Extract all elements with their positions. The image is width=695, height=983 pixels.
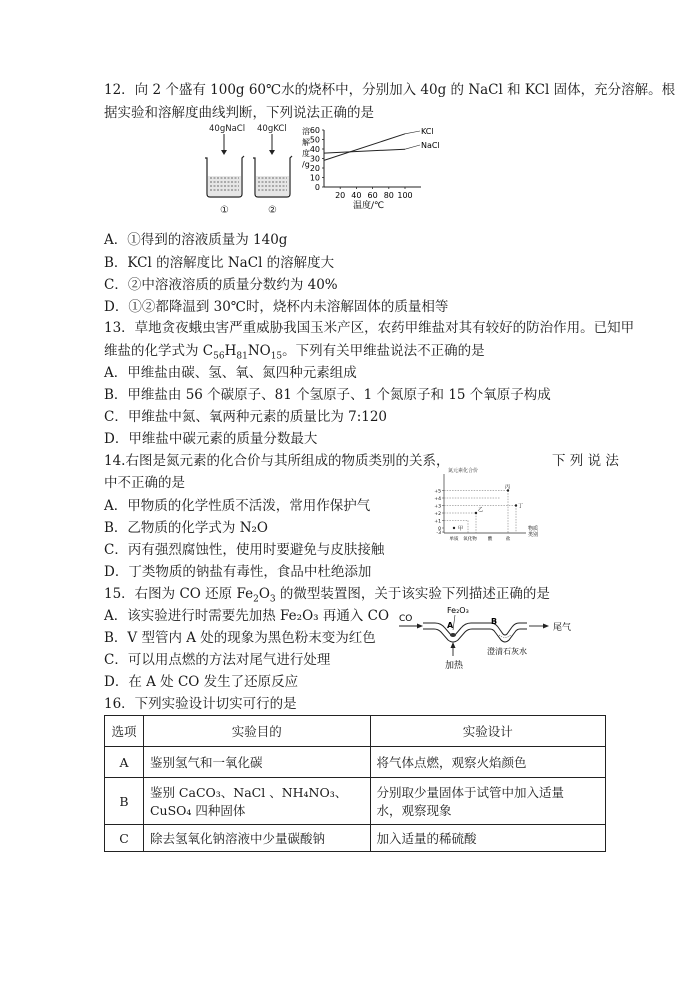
header-purpose: 实验目的 — [143, 716, 370, 747]
row-c-design: 加入适量的稀硫酸 — [370, 825, 605, 852]
q12-option-d: D．①②都降温到 30℃时，烧杯内未溶解固体的质量相等 — [104, 299, 449, 315]
table-row — [105, 747, 606, 778]
q16-stem: 16．下列实验设计切实可行的是 — [104, 696, 297, 712]
series-line-nacl — [324, 149, 405, 153]
x-tick-label: 60 — [367, 191, 378, 200]
point-label: 乙 — [478, 507, 484, 513]
x-tick-label: 40 — [351, 191, 362, 200]
legend-kcl: KCl — [421, 127, 434, 136]
q14-option-a: A．甲物质的化学性质不活泼，常用作保护气 — [104, 498, 371, 514]
valence-axis-title: 氮元素化合价 — [448, 468, 479, 474]
table-row — [105, 778, 606, 825]
ylabel-char-3: 度 — [302, 149, 310, 158]
solubility-chart — [302, 126, 440, 211]
header-option: 选项 — [105, 716, 144, 747]
valence-tick-label: +1 — [434, 519, 441, 525]
valence-tick-label: +5 — [434, 489, 441, 495]
series-line-kcl — [324, 134, 405, 161]
fe2o3-pointer — [453, 615, 455, 630]
row-b-design-line2: 水，观察现象 — [376, 803, 452, 818]
q13-stem-line1: 13．草地贪夜蛾虫害严重威胁我国玉米产区，农药甲维盐对其有较好的防治作用。已知甲 — [104, 320, 635, 336]
class-axis-label-1: 物质 — [528, 526, 539, 532]
valence-tick-label: 0 — [438, 526, 441, 532]
class-axis-label-2: 类别 — [528, 532, 539, 538]
q14-stem-line1-b: 下 列 说 法 — [552, 453, 619, 469]
q12-stem-line2: 据实验和溶解度曲线判断，下列说法正确的是 — [104, 105, 374, 121]
beaker2-label: 40gKCl — [257, 124, 287, 134]
point-b-label: B — [491, 617, 498, 626]
table-header-row — [105, 716, 606, 747]
x-tick-label: 80 — [383, 191, 394, 200]
legend-nacl: NaCl — [421, 141, 440, 150]
y-tick-label: 40 — [309, 145, 320, 154]
q14-stem-line1-a: 14.右图是氮元素的化合价与其所组成的物质类别的关系， — [104, 453, 450, 469]
x-tick-label: 20 — [335, 191, 346, 200]
q13-option-d: D．甲维盐中碳元素的质量分数最大 — [104, 431, 318, 447]
q14-option-d: D．丁类物质的钠盐有毒性，食品中杜绝添加 — [104, 564, 372, 580]
q12-option-b: B．KCl 的溶解度比 NaCl 的溶解度大 — [104, 255, 335, 271]
header-design: 实验设计 — [370, 716, 605, 747]
fe2o3-label: Fe₂O₃ — [447, 606, 469, 615]
co-inlet-arrowhead — [417, 624, 423, 629]
exhaust-label: 尾气 — [553, 623, 572, 633]
beaker2-arrowhead — [269, 150, 275, 155]
v-tube-lower — [423, 629, 527, 642]
y-tick-label: 30 — [309, 154, 320, 164]
legend-leader-kcl — [405, 131, 420, 134]
ylabel-char-2: 解 — [302, 138, 310, 147]
ylabel-char-4: /g — [302, 160, 310, 169]
x-tick-label: 100 — [397, 191, 413, 200]
q15-stem: 15．右图为 CO 还原 $Fe_2O_3$ 的微型装置图，关于该实验下列描述正确的是 — [104, 586, 550, 605]
y-tick-label: 20 — [309, 164, 320, 173]
co-inlet-label: CO — [399, 614, 413, 624]
y-tick-label: 50 — [309, 135, 320, 145]
q12-option-a: A．①得到的溶液质量为 140g — [104, 232, 288, 248]
y-tick-label: 0 — [314, 183, 320, 192]
q14-stem-line2: 中不正确的是 — [104, 475, 185, 491]
row-a-design: 将气体点燃，观察火焰颜色 — [370, 747, 605, 778]
row-c-option: C — [105, 825, 144, 852]
valence-tick-label: +4 — [434, 496, 441, 502]
row-b-purpose-line1: 鉴别 CaCO₃、NaCl 、NH₄NO₃、 — [149, 785, 348, 800]
valence-tick-label: +3 — [434, 504, 441, 510]
point-label: 甲 — [458, 526, 464, 532]
row-b-design-line1: 分别取少量固体于试管中加入适量 — [376, 785, 565, 800]
x-axis-label: 温度/℃ — [353, 201, 385, 211]
y-tick-label: 60 — [309, 126, 320, 135]
ylabel-char-1: 溶 — [302, 127, 310, 136]
row-c-purpose: 除去氢氧化钠溶液中少量碳酸钠 — [143, 825, 370, 852]
experiment-table — [104, 715, 606, 852]
row-b-option: B — [105, 778, 144, 825]
heat-label: 加热 — [445, 661, 464, 671]
beaker2-number: ② — [268, 205, 277, 216]
fe2o3-powder — [450, 633, 456, 637]
q14-option-c: C．丙有强烈腐蚀性，使用时要避免与皮肤接触 — [104, 542, 385, 558]
q15-option-d: D．在 A 处 CO 发生了还原反应 — [104, 674, 299, 690]
class-tick-label: 单质 — [449, 537, 459, 542]
q15-option-c: C．可以用点燃的方法对尾气进行处理 — [104, 652, 331, 668]
q15-option-a: A．该实验进行时需要先加热 Fe₂O₃ 再通入 CO — [104, 608, 390, 624]
q14-option-b: B．乙物质的化学式为 N₂O — [104, 520, 269, 536]
q13-option-c: C．甲维盐中氮、氧两种元素的质量比为 7:120 — [104, 409, 388, 425]
legend-leader-nacl — [405, 145, 420, 149]
y-tick-label: 10 — [309, 173, 320, 183]
q15-apparatus-figure — [395, 604, 595, 674]
q14-nitrogen-figure — [430, 466, 540, 550]
q15-option-b: B．V 型管内 A 处的现象为黑色粉末变为红色 — [104, 630, 376, 646]
valence-tick-label: +2 — [434, 511, 441, 517]
q12-option-c: C．②中溶液溶质的质量分数约为 40% — [104, 277, 338, 293]
point-label: 丙 — [505, 484, 511, 491]
row-a-option: A — [105, 747, 144, 778]
heat-arrowhead — [451, 642, 456, 648]
point-marker-4 — [515, 504, 517, 506]
valence-tick-label: -3 — [436, 530, 441, 536]
class-tick-label: 酸 — [487, 537, 493, 542]
q12-figure — [195, 120, 455, 220]
table-row — [105, 825, 606, 852]
class-tick-label: 盐 — [505, 537, 511, 542]
point-a-label: A — [447, 621, 454, 630]
point-marker-1 — [453, 527, 455, 529]
beaker1-number: ① — [220, 205, 229, 216]
class-tick-label: 氧化物 — [463, 537, 477, 542]
row-a-purpose: 鉴别氢气和一氧化碳 — [143, 747, 370, 778]
row-b-design — [370, 778, 605, 825]
beaker1-label: 40gNaCl — [209, 124, 246, 134]
point-marker-2 — [475, 512, 477, 514]
q12-stem-line1: 12．向 2 个盛有 100g 60℃水的烧杯中，分别加入 40g 的 NaCl 和 KCl 固体，充分溶解。根 — [104, 82, 676, 98]
q13-stem-line2: 维盐的化学式为 $C_{56}H_{81}NO_{15}$。下列有关甲维盐说法不正确的是 — [104, 343, 485, 362]
q13-option-a: A．甲维盐由碳、氢、氧、氮四种元素组成 — [104, 365, 357, 381]
limewater-label: 澄清石灰水 — [487, 647, 527, 656]
beaker1-arrowhead — [221, 150, 227, 155]
row-b-purpose — [143, 778, 370, 825]
q13-option-b: B．甲维盐由 56 个碳原子、81 个氢原子、1 个氮原子和 15 个氧原子构成 — [104, 387, 551, 403]
row-b-purpose-line2: CuSO₄ 四种固体 — [149, 803, 246, 818]
point-label: 丁 — [518, 503, 524, 510]
exhaust-arrowhead — [543, 624, 549, 629]
